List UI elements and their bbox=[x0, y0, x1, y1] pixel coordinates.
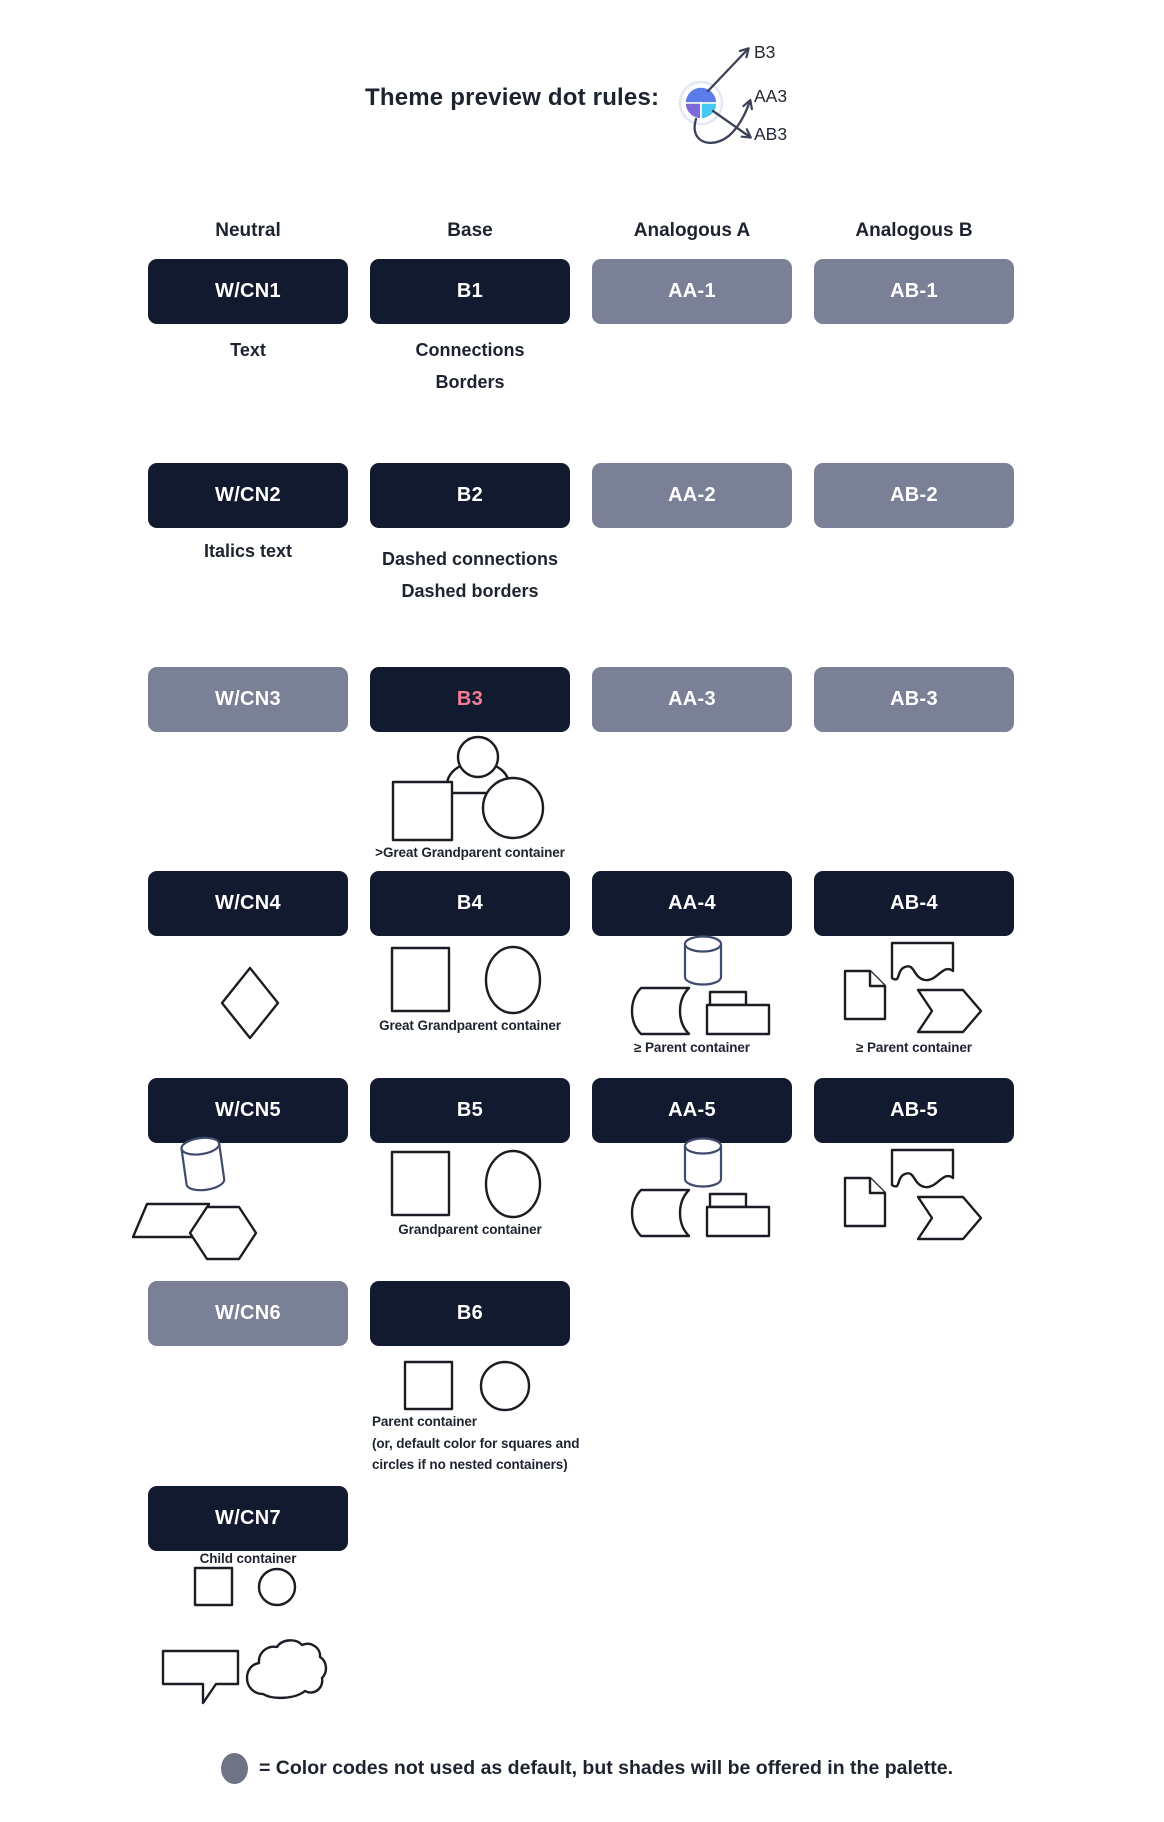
pill-ab1-label: AB-1 bbox=[890, 280, 938, 302]
pill-ab3 bbox=[814, 667, 1014, 732]
circle-shape bbox=[486, 947, 540, 1013]
legend-text: = Color codes not used as default, but shades will be offered in the palette. bbox=[259, 1757, 953, 1779]
wcn7-shape-group bbox=[150, 1560, 350, 1705]
cylinder-top-shape bbox=[685, 937, 721, 952]
pill-b4-label: B4 bbox=[456, 892, 484, 914]
pill-b5 bbox=[370, 1078, 570, 1143]
pill-aa1 bbox=[592, 259, 792, 324]
square-shape bbox=[195, 1568, 232, 1605]
note-dashed-borders: Dashed borders bbox=[401, 581, 539, 601]
b6-caption-line1: Parent container bbox=[372, 1414, 477, 1429]
aa5-shape-group bbox=[625, 1132, 785, 1242]
dot-target-label-ab3: AB3 bbox=[754, 124, 788, 144]
pill-b1 bbox=[370, 259, 570, 324]
pill-b1-label: B1 bbox=[456, 280, 484, 302]
speech-bubble-shape bbox=[163, 1651, 238, 1703]
person-head-shape bbox=[458, 737, 498, 777]
b4-caption: Great Grandparent container bbox=[379, 1018, 561, 1033]
folder-tab-shape bbox=[710, 1194, 746, 1207]
page-shape bbox=[845, 1178, 885, 1226]
circle-shape bbox=[483, 778, 543, 838]
circle-shape bbox=[259, 1569, 295, 1605]
pill-b5-label: B5 bbox=[456, 1099, 484, 1121]
folder-shape bbox=[707, 1207, 769, 1236]
ab5-shape-group bbox=[835, 1142, 995, 1247]
note-dashed-connections: Dashed connections bbox=[381, 549, 559, 569]
aa4-shape-group bbox=[625, 930, 785, 1040]
dot-target-label-aa3: AA3 bbox=[754, 86, 788, 106]
pill-aa4-label: AA-4 bbox=[668, 892, 716, 914]
pill-ab2-label: AB-2 bbox=[890, 484, 938, 506]
column-header-analogous-b: Analogous B bbox=[855, 220, 973, 241]
arrow-to-b3 bbox=[708, 49, 748, 91]
pill-aa3 bbox=[592, 667, 792, 732]
square-shape bbox=[393, 782, 452, 840]
theme-dot bbox=[685, 87, 717, 119]
page-title: Theme preview dot rules: bbox=[365, 84, 660, 111]
pill-b3-label: B3 bbox=[456, 688, 484, 710]
note-italics-text: Italics text bbox=[203, 541, 293, 561]
column-header-neutral: Neutral bbox=[215, 220, 281, 241]
pill-ab5-label: AB-5 bbox=[890, 1099, 938, 1121]
pill-aa2 bbox=[592, 463, 792, 528]
pill-b6 bbox=[370, 1281, 570, 1346]
b6-shape-group bbox=[395, 1350, 545, 1416]
circle-shape bbox=[481, 1362, 529, 1410]
pill-ab4-label: AB-4 bbox=[890, 892, 938, 914]
pill-wcn1 bbox=[148, 259, 348, 324]
aa4-caption: ≥ Parent container bbox=[634, 1040, 750, 1055]
note-borders: Borders bbox=[435, 372, 505, 392]
dot-target-label-b3: B3 bbox=[754, 42, 776, 62]
pill-wcn2-label: W/CN2 bbox=[215, 484, 281, 506]
theme-preview-dot-diagram bbox=[630, 18, 830, 168]
pill-aa5-label: AA-5 bbox=[668, 1099, 716, 1121]
legend-color-dot bbox=[221, 1753, 248, 1784]
diamond-shape bbox=[222, 968, 278, 1038]
wcn5-shape-group bbox=[125, 1130, 265, 1262]
b4-shape-group bbox=[385, 942, 555, 1022]
chevron-shape bbox=[918, 1197, 981, 1239]
pill-wcn6-label: W/CN6 bbox=[215, 1302, 281, 1324]
pill-ab2 bbox=[814, 463, 1014, 528]
cylinder-group bbox=[180, 1136, 225, 1193]
note-text: Text bbox=[230, 340, 266, 360]
pill-wcn2 bbox=[148, 463, 348, 528]
pill-aa2-label: AA-2 bbox=[668, 484, 716, 506]
stored-data-shape bbox=[632, 1190, 689, 1236]
note-connections: Connections bbox=[415, 340, 525, 360]
pill-aa1-label: AA-1 bbox=[668, 280, 716, 302]
page-fold-shape bbox=[870, 1178, 885, 1193]
wcn7-caption: Child container bbox=[199, 1551, 297, 1566]
pill-b4 bbox=[370, 871, 570, 936]
page-fold-shape bbox=[870, 971, 885, 986]
pill-b2 bbox=[370, 463, 570, 528]
folder-tab-shape bbox=[710, 992, 746, 1005]
pill-aa3-label: AA-3 bbox=[668, 688, 716, 710]
page-shape bbox=[845, 971, 885, 1019]
pill-wcn4 bbox=[148, 871, 348, 936]
pill-wcn3 bbox=[148, 667, 348, 732]
cylinder-top-shape bbox=[685, 1139, 721, 1154]
ab4-shape-group bbox=[835, 935, 995, 1040]
pill-ab5 bbox=[814, 1078, 1014, 1143]
ab4-caption: ≥ Parent container bbox=[856, 1040, 972, 1055]
b6-caption-line3: circles if no nested containers) bbox=[372, 1457, 568, 1472]
folder-shape bbox=[707, 1005, 769, 1034]
pill-aa4 bbox=[592, 871, 792, 936]
b6-caption-line2: (or, default color for squares and bbox=[372, 1436, 580, 1451]
column-header-base: Base bbox=[447, 220, 493, 241]
square-shape bbox=[405, 1362, 452, 1409]
document-shape bbox=[892, 1150, 953, 1187]
pill-ab1 bbox=[814, 259, 1014, 324]
wcn4-shape-group bbox=[218, 965, 282, 1041]
stored-data-shape bbox=[632, 988, 689, 1034]
square-shape bbox=[392, 948, 449, 1011]
square-shape bbox=[392, 1152, 449, 1215]
b3-caption: >Great Grandparent container bbox=[375, 845, 565, 860]
pill-wcn5-label: W/CN5 bbox=[215, 1099, 281, 1121]
pill-wcn7 bbox=[148, 1486, 348, 1551]
pill-wcn3-label: W/CN3 bbox=[215, 688, 281, 710]
b3-shape-group bbox=[375, 735, 550, 847]
pill-wcn4-label: W/CN4 bbox=[215, 892, 281, 914]
b5-caption: Grandparent container bbox=[398, 1222, 542, 1237]
pill-ab4 bbox=[814, 871, 1014, 936]
pill-b2-label: B2 bbox=[456, 484, 484, 506]
pill-wcn6 bbox=[148, 1281, 348, 1346]
document-shape bbox=[892, 943, 953, 980]
pill-b6-label: B6 bbox=[456, 1302, 484, 1324]
cloud-shape bbox=[247, 1640, 326, 1698]
legend bbox=[221, 1753, 953, 1784]
b5-shape-group bbox=[385, 1146, 555, 1226]
pill-wcn1-label: W/CN1 bbox=[215, 280, 281, 302]
pill-ab3-label: AB-3 bbox=[890, 688, 938, 710]
chevron-shape bbox=[918, 990, 981, 1032]
pill-b3 bbox=[370, 667, 570, 732]
column-header-analogous-a: Analogous A bbox=[633, 220, 751, 241]
circle-shape bbox=[486, 1151, 540, 1217]
pill-wcn7-label: W/CN7 bbox=[215, 1507, 281, 1529]
